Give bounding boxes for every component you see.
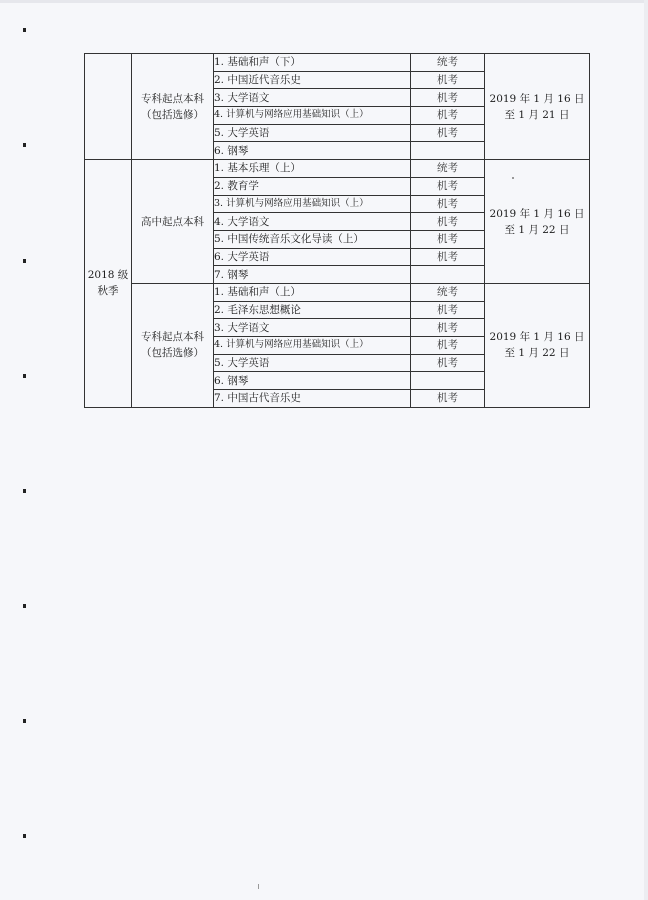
exam-mode: 机考 [411, 107, 485, 125]
course-name: 5. 中国传统音乐文化导读（上） [214, 230, 411, 248]
exam-date-cell [485, 54, 590, 160]
exam-schedule-table [84, 53, 590, 408]
grade-cell [85, 54, 132, 160]
course-name: 3. 计算机与网络应用基础知识（上） [214, 195, 411, 213]
level-cell [132, 54, 214, 160]
level-cell [132, 283, 214, 407]
exam-mode: 统考 [411, 283, 485, 301]
binding-mark [23, 834, 26, 838]
scan-speck [258, 884, 259, 889]
level-name: 专科起点本科 [141, 331, 204, 344]
exam-mode: 机考 [411, 195, 485, 213]
course-name: 4. 计算机与网络应用基础知识（上） [214, 107, 411, 125]
binding-mark [23, 719, 26, 723]
binding-mark [23, 259, 26, 263]
course-name: 2. 毛泽东思想概论 [214, 301, 411, 319]
level-name: 高中起点本科 [141, 215, 204, 228]
level-name: 专科起点本科 [141, 92, 204, 105]
binding-mark [23, 143, 26, 147]
exam-mode [411, 372, 485, 390]
course-name: 3. 大学语文 [214, 89, 411, 107]
exam-mode [411, 142, 485, 160]
binding-mark [23, 374, 26, 378]
exam-date-end: 至 1 月 22 日 [504, 223, 570, 236]
course-name: 6. 大学英语 [214, 248, 411, 266]
course-name: 5. 大学英语 [214, 124, 411, 142]
exam-date-start: 2019 年 1 月 16 日 [489, 92, 585, 105]
exam-date-end: 至 1 月 22 日 [504, 347, 570, 360]
exam-date-start: 2019 年 1 月 16 日 [489, 331, 585, 344]
grade-cell: 2018 级秋季 [85, 160, 132, 408]
scan-edge-top [0, 0, 648, 3]
exam-mode: 机考 [411, 177, 485, 195]
exam-mode: 机考 [411, 124, 485, 142]
exam-mode: 机考 [411, 301, 485, 319]
course-name: 6. 钢琴 [214, 372, 411, 390]
exam-date-start: 2019 年 1 月 16 日 [489, 207, 585, 220]
table-row [85, 283, 590, 301]
exam-date-cell [485, 160, 590, 284]
course-name: 4. 计算机与网络应用基础知识（上） [214, 337, 411, 355]
exam-mode: 机考 [411, 319, 485, 337]
level-note: （包括选修） [141, 108, 204, 121]
course-name: 1. 基本乐理（上） [214, 160, 411, 178]
exam-mode: 机考 [411, 89, 485, 107]
level-note: （包括选修） [141, 347, 204, 360]
exam-mode: 机考 [411, 71, 485, 89]
course-name: 6. 钢琴 [214, 142, 411, 160]
table-row [85, 160, 590, 178]
course-name: 2. 中国近代音乐史 [214, 71, 411, 89]
course-name: 4. 大学语文 [214, 213, 411, 231]
exam-date-end: 至 1 月 21 日 [504, 108, 570, 121]
exam-mode: 统考 [411, 160, 485, 178]
course-name: 7. 中国古代音乐史 [214, 390, 411, 408]
exam-mode: 统考 [411, 54, 485, 72]
exam-mode [411, 266, 485, 284]
exam-mode: 机考 [411, 230, 485, 248]
course-name: 1. 基础和声（下） [214, 54, 411, 72]
course-name: 1. 基础和声（上） [214, 283, 411, 301]
binding-mark [23, 489, 26, 493]
binding-mark [23, 28, 26, 32]
exam-date-cell [485, 283, 590, 407]
course-name: 3. 大学语文 [214, 319, 411, 337]
exam-mode: 机考 [411, 213, 485, 231]
course-name: 2. 教育学 [214, 177, 411, 195]
table-row [85, 54, 590, 72]
exam-mode: 机考 [411, 248, 485, 266]
exam-mode: 机考 [411, 390, 485, 408]
exam-mode: 机考 [411, 354, 485, 372]
level-cell [132, 160, 214, 284]
binding-mark [23, 604, 26, 608]
course-name: 5. 大学英语 [214, 354, 411, 372]
exam-mode: 机考 [411, 337, 485, 355]
course-name: 7. 钢琴 [214, 266, 411, 284]
scan-edge-right [644, 0, 648, 900]
